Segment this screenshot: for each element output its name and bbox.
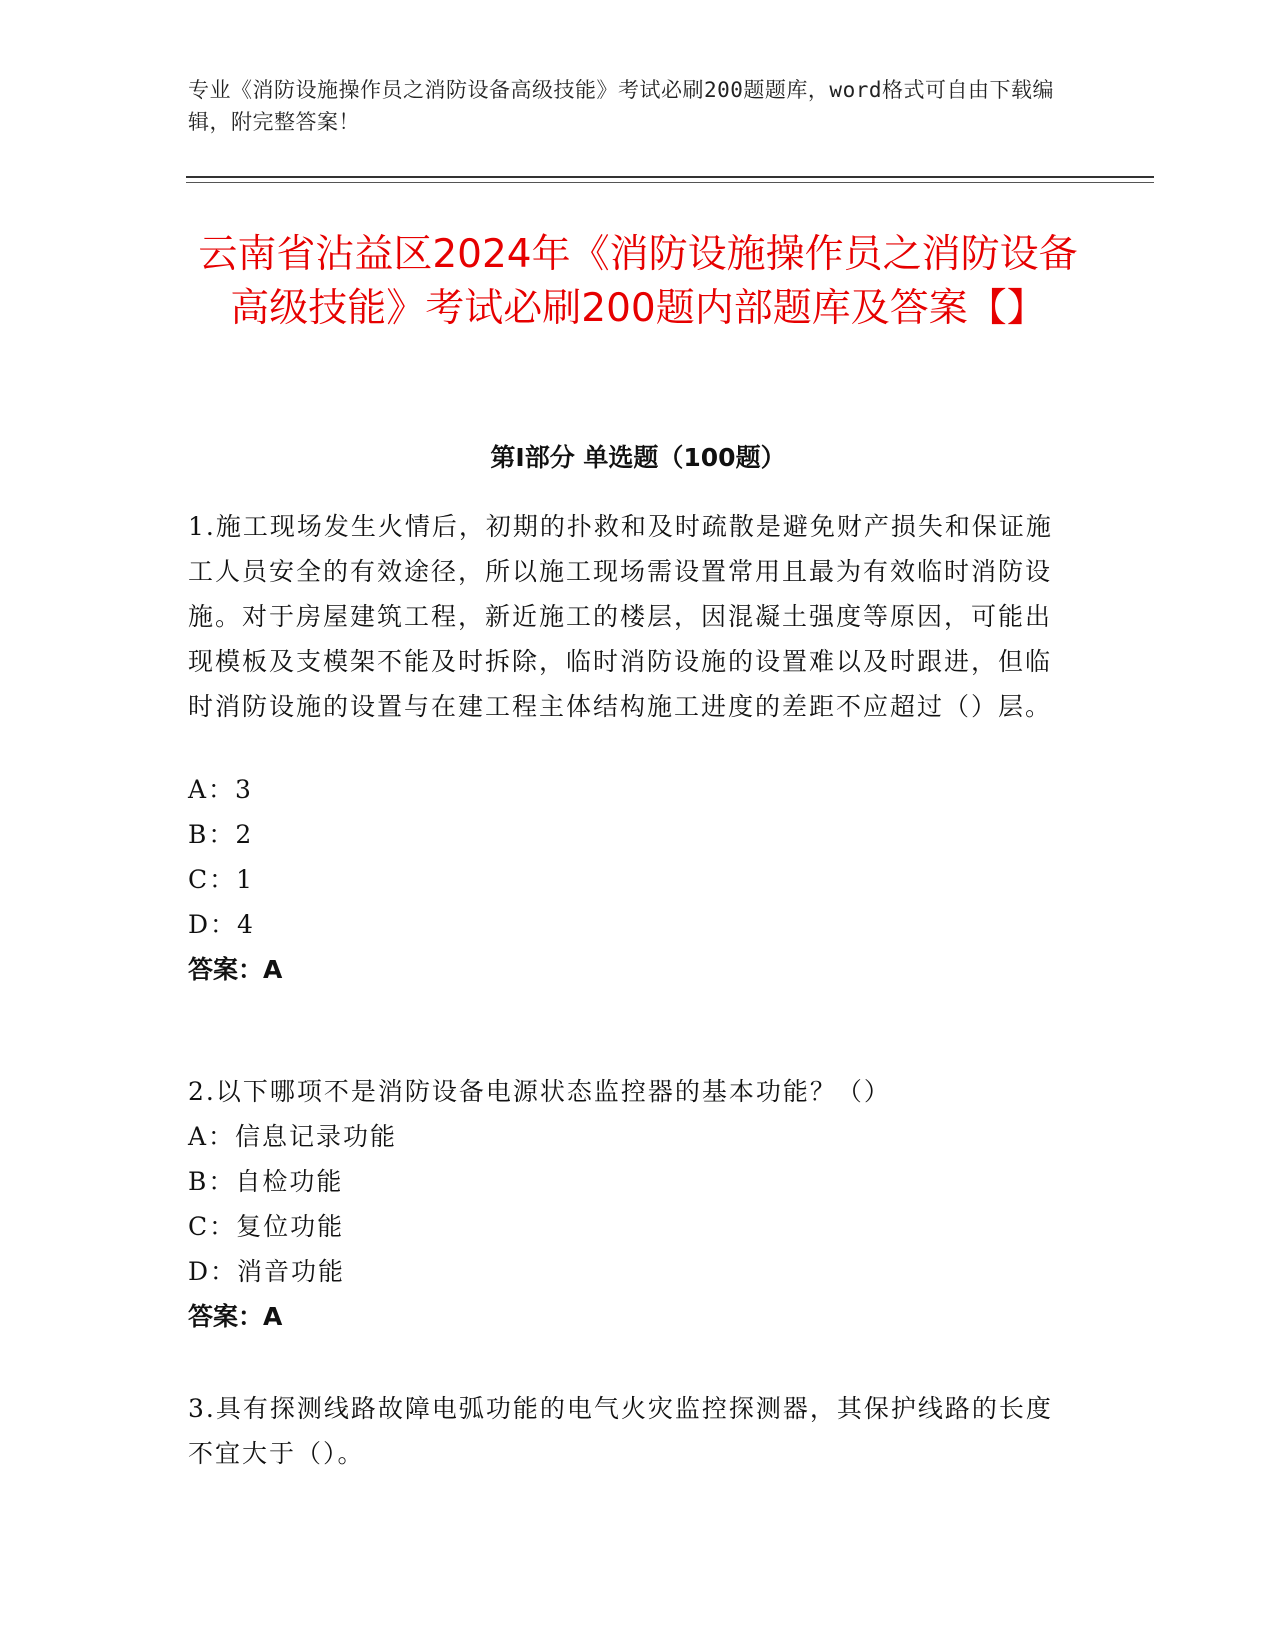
question-2-option-b: B：自检功能 [188,1167,344,1196]
question-1-option-c: C：1 [188,865,255,894]
document-title: 云南省沾益区2024年《消防设施操作员之消防设备高级技能》考试必刷200题内部题库及答案【】 [198,232,1078,331]
question-3-stem: 3.具有探测线路故障电弧功能的电气火灾监控探测器，其保护线路的长度不宜大于（）。 [188,1394,1053,1468]
section-title: 第I部分 单选题（100题） [490,443,786,472]
question-1-answer: 答案：A [188,955,283,984]
header-divider-thick [186,176,1154,178]
question-2-option-c: C：复位功能 [188,1212,345,1241]
question-1-option-d: D：4 [188,910,255,939]
question-1-stem: 1.施工现场发生火情后，初期的扑救和及时疏散是避免财产损失和保证施工人员安全的有效途径，所以施工现场需设置常用且最为有效临时消防设施。对于房屋建筑工程，新近施工的楼层，因混凝土强度等原因，可能出现模板及支模架不能及时拆除，临时消防设施的设置难以及时跟进，但临时消防设施的设置与在建工程主体结构施工进度的差距不应超过（）层。 [188,512,1053,721]
question-2-answer: 答案：A [188,1302,283,1331]
header-note: 专业《消防设施操作员之消防设备高级技能》考试必刷200题题库，word格式可自由下载编辑，附完整答案！ [188,78,1054,134]
question-2-option-a: A：信息记录功能 [188,1122,398,1151]
question-1-option-a: A：3 [188,775,253,804]
question-2-stem: 2.以下哪项不是消防设备电源状态监控器的基本功能？（） [188,1077,891,1106]
header-divider-thin [186,182,1154,183]
question-2-option-d: D：消音功能 [188,1257,346,1286]
question-1-option-b: B：2 [188,820,254,849]
